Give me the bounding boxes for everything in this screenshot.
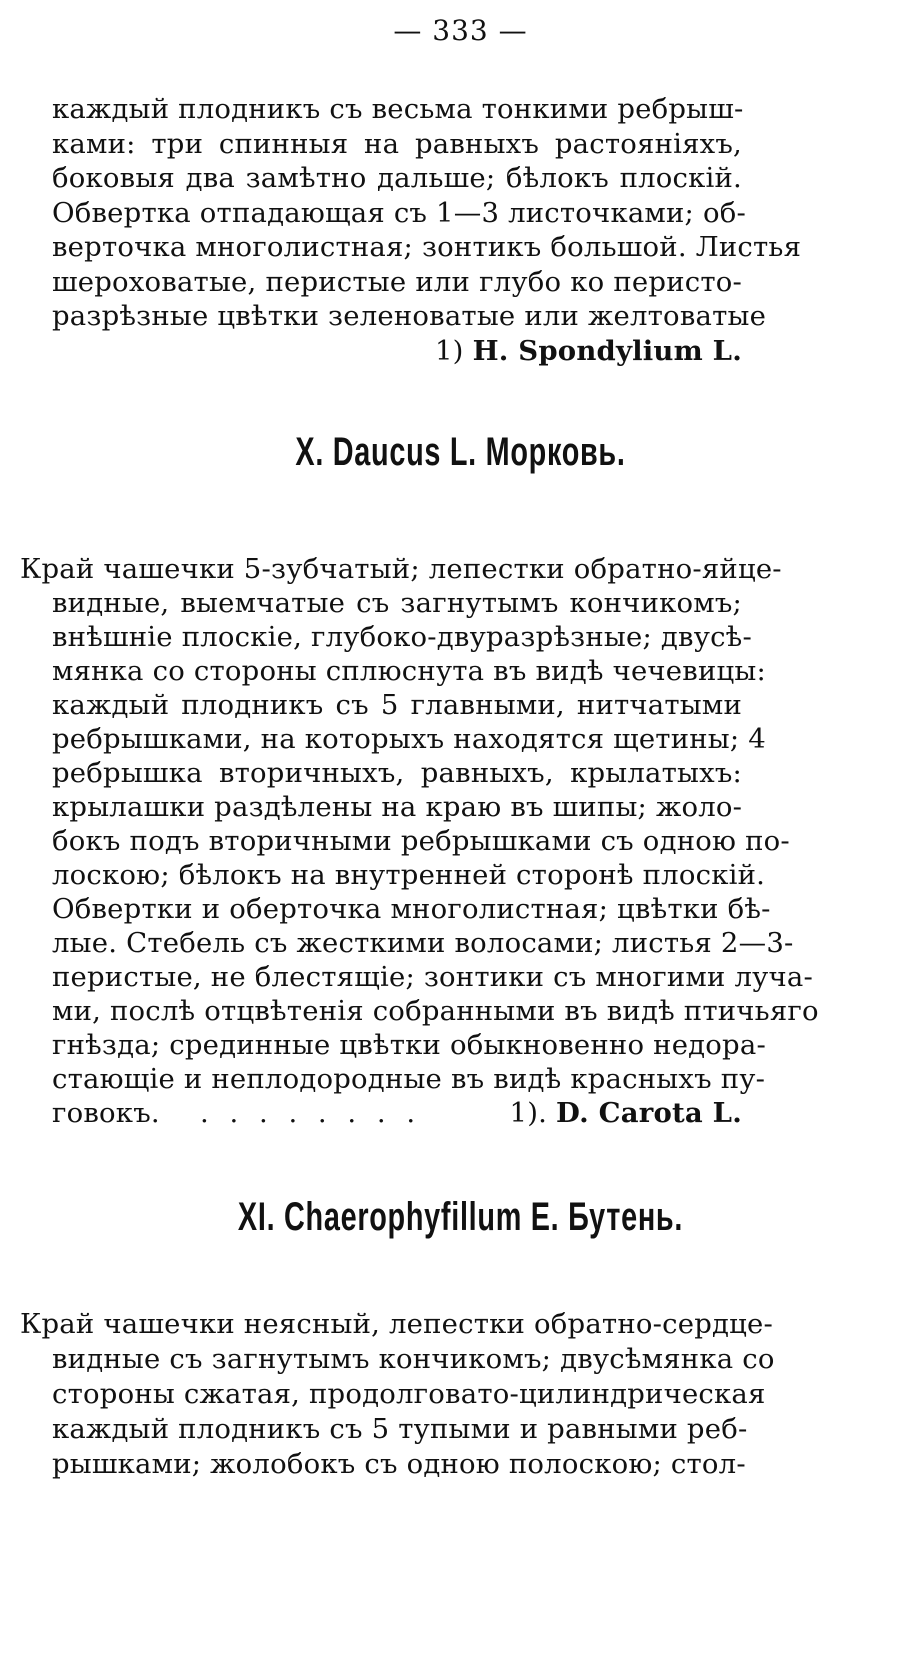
text-line: перистые, не блестящiе; зонтики съ многими луча-: [52, 961, 813, 993]
species-line: [52, 1096, 742, 1130]
text-line: каждый плодникъ съ 5 тупыми и равными реб-: [52, 1413, 748, 1445]
heading-daucus: X. Daucus L. Морковь.: [295, 430, 626, 474]
species-name: H. Spondylium L.: [472, 335, 742, 367]
text-line: ребрышка вторичныхъ, равныхъ, крылатыхъ:: [52, 757, 742, 789]
text-line: видные съ загнутымъ кончикомъ; двусѣмянка со: [52, 1343, 775, 1375]
species-line: [52, 334, 742, 368]
text-line: стороны сжатая, продолговато-цилиндрическая: [52, 1378, 766, 1410]
text-line: видные, выемчатые съ загнутымъ кончикомъ;: [52, 587, 742, 619]
text-line: боковыя два замѣтно дальше; бѣлокъ плоскiй.: [52, 162, 742, 194]
text-line: верточка многолистная; зонтикъ большой. Листья: [52, 231, 802, 263]
text-line: разрѣзные цвѣтки зеленоватые или желтоватые: [52, 300, 767, 332]
text-line: рышками; жолобокъ съ одною полоскою; стол-: [52, 1448, 746, 1480]
text-line: Край чашечки неясный, лепестки обратно-сердце-: [20, 1308, 773, 1340]
text-line: шероховатые, перистые или глубо ко перисто-: [52, 266, 742, 298]
page-number: — 333 —: [393, 14, 528, 47]
text-line: Обвертка отпадающая съ 1—3 листочками; об-: [52, 197, 746, 229]
leader-dots: . . . . . . . .: [200, 1097, 422, 1129]
text-line: ребрышками, на которыхъ находятся щетины; 4: [52, 723, 766, 755]
text-line: лоскою; бѣлокъ на внутренней сторонѣ плоскiй.: [52, 859, 766, 891]
text-line: лые. Стебель съ жесткими волосами; листья 2—3-: [52, 927, 794, 959]
text-line: бокъ подъ вторичными ребрышками съ одною по-: [52, 825, 790, 857]
species-number: 1): [434, 335, 464, 367]
text-line: стающiе и неплодородные въ видѣ красныхъ пу-: [52, 1063, 766, 1095]
text-line: Край чашечки 5-зубчатый; лепестки обратно-яйце-: [20, 553, 782, 585]
text-line: ми, послѣ отцвѣтенiя собранными въ видѣ птичьяго: [52, 995, 819, 1027]
text-line-end: говокъ.: [52, 1097, 160, 1129]
species-name: D. Carota L.: [556, 1097, 742, 1129]
heading-chaerophyllum: XI. Chaerophyfillum E. Бутень.: [237, 1195, 684, 1239]
text-line: гнѣзда; срединные цвѣтки обыкновенно недора-: [52, 1029, 766, 1061]
text-line: крылашки раздѣлены на краю въ шипы; жоло-: [52, 791, 743, 823]
text-line: внѣшнiе плоскiе, глубоко-двуразрѣзные; двусѣ-: [52, 621, 752, 653]
species-number: 1).: [509, 1097, 548, 1129]
text-line: каждый плодникъ съ 5 главными, нитчатыми: [52, 689, 742, 721]
text-line: ками: три спинныя на равныхъ растоянiяхъ,: [52, 128, 742, 160]
text-line: каждый плодникъ съ весьма тонкими ребрыш-: [52, 93, 744, 125]
text-line: мянка со стороны сплюснута въ видѣ чечевицы:: [52, 655, 766, 687]
text-line: Обвертки и оберточка многолистная; цвѣтки бѣ-: [52, 893, 771, 925]
